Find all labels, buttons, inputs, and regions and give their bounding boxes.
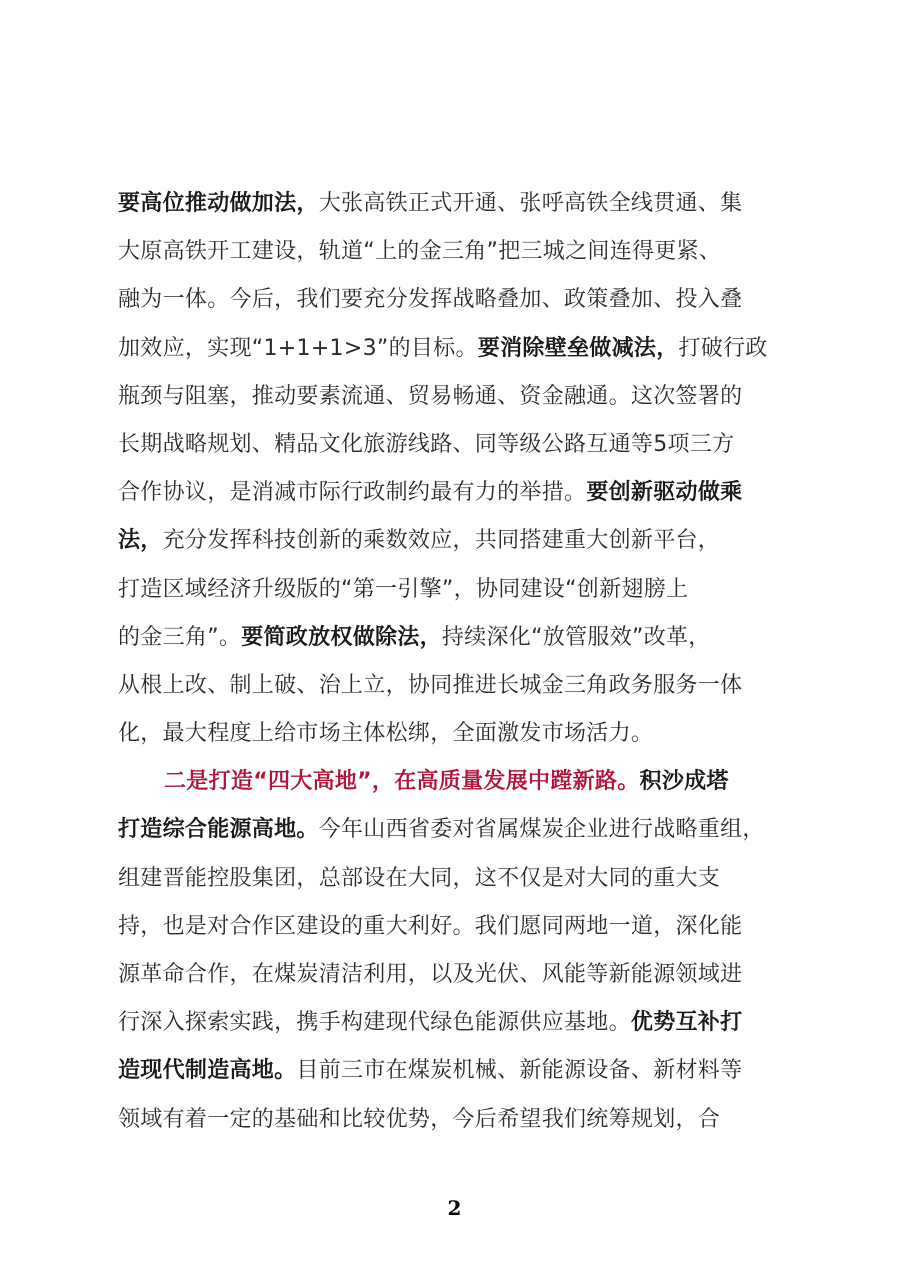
section-heading: 二是打造“四大高地”，在高质量发展中蹚新路。 — [164, 769, 640, 795]
text-line — [118, 473, 798, 521]
bold-phrase: 要创新驱动做乘 — [586, 480, 743, 506]
text-line — [118, 762, 798, 810]
text-line — [118, 425, 798, 473]
text-line — [118, 1003, 798, 1051]
text-line — [118, 232, 798, 280]
bold-phrase: 要高位推动做加法， — [118, 191, 319, 216]
page-number: 2 — [447, 1196, 462, 1220]
text-run: 今年山西省委对省属煤炭企业进行战略重组， — [318, 817, 765, 843]
text-run: 从根上改、制上破、治上立，协同推进长城金三角政务服务一体 — [118, 672, 743, 698]
text-run: 加效应，实现“1+1+1>3”的目标。 — [118, 335, 478, 361]
text-run: 大原高铁开工建设，轨道“上的金三角”把三城之间连得更紧、 — [118, 239, 722, 265]
text-run: 化，最大程度上给市场主体松绑，全面激发市场活力。 — [118, 721, 654, 747]
text-line — [118, 1100, 798, 1148]
text-line — [118, 329, 798, 377]
bold-phrase: 优势互补打 — [630, 1010, 743, 1036]
bold-phrase: 积沙成塔 — [639, 769, 729, 795]
text-run: 源革命合作，在煤炭清洁利用，以及光伏、风能等新能源领域进 — [118, 962, 743, 987]
text-run: 打造区域经济升级版的“第一引擎”，协同建设“创新翅膀上 — [118, 576, 689, 602]
text-line — [118, 666, 798, 714]
bold-phrase: 造现代制造高地。 — [118, 1058, 297, 1084]
text-run: 行深入探索实践，携手构建现代绿色能源供应基地。 — [118, 1010, 631, 1036]
text-line — [118, 280, 798, 328]
text-line — [118, 907, 798, 955]
text-line — [118, 955, 798, 1003]
text-run: 的金三角”。 — [118, 624, 242, 650]
text-run: 大张高铁正式开通、张呼高铁全线贯通、集 — [318, 191, 743, 216]
text-run: 打破行政 — [678, 335, 768, 361]
text-line — [118, 618, 798, 666]
text-line — [118, 184, 798, 232]
body-text — [118, 184, 798, 1148]
text-run: 瓶颈与阻塞，推动要素流通、贸易畅通、资金融通。这次签署的 — [118, 383, 743, 409]
bold-phrase: 要简政放权做除法， — [241, 624, 442, 650]
text-run: 目前三市在煤炭机械、新能源设备、新材料等 — [296, 1058, 743, 1084]
text-run: 持，也是对合作区建设的重大利好。我们愿同两地一道，深化能 — [118, 913, 743, 939]
text-line — [118, 377, 798, 425]
text-run: 持续深化“放管服效”改革， — [441, 624, 711, 650]
bold-phrase: 打造综合能源高地。 — [118, 817, 319, 843]
text-line — [118, 521, 798, 569]
text-line — [118, 859, 798, 907]
text-run: 充分发挥科技创新的乘数效应，共同搭建重大创新平台， — [162, 528, 721, 554]
text-line — [118, 570, 798, 618]
text-line — [118, 714, 798, 762]
text-run: 组建晋能控股集团，总部设在大同，这不仅是对大同的重大支 — [118, 865, 721, 891]
bold-phrase: 要消除壁垒做减法， — [477, 335, 679, 361]
text-run: 领域有着一定的基础和比较优势，今后希望我们统筹规划，合 — [118, 1106, 721, 1132]
text-line — [118, 810, 798, 858]
text-run: 合作协议，是消减市际行政制约最有力的举措。 — [118, 480, 587, 506]
text-line — [118, 1051, 798, 1099]
bold-phrase: 法， — [118, 528, 163, 554]
text-run: 融为一体。今后，我们要充分发挥战略叠加、政策叠加、投入叠 — [118, 287, 743, 313]
text-run: 长期战略规划、精品文化旅游线路、同等级公路互通等5项三方 — [118, 431, 735, 457]
